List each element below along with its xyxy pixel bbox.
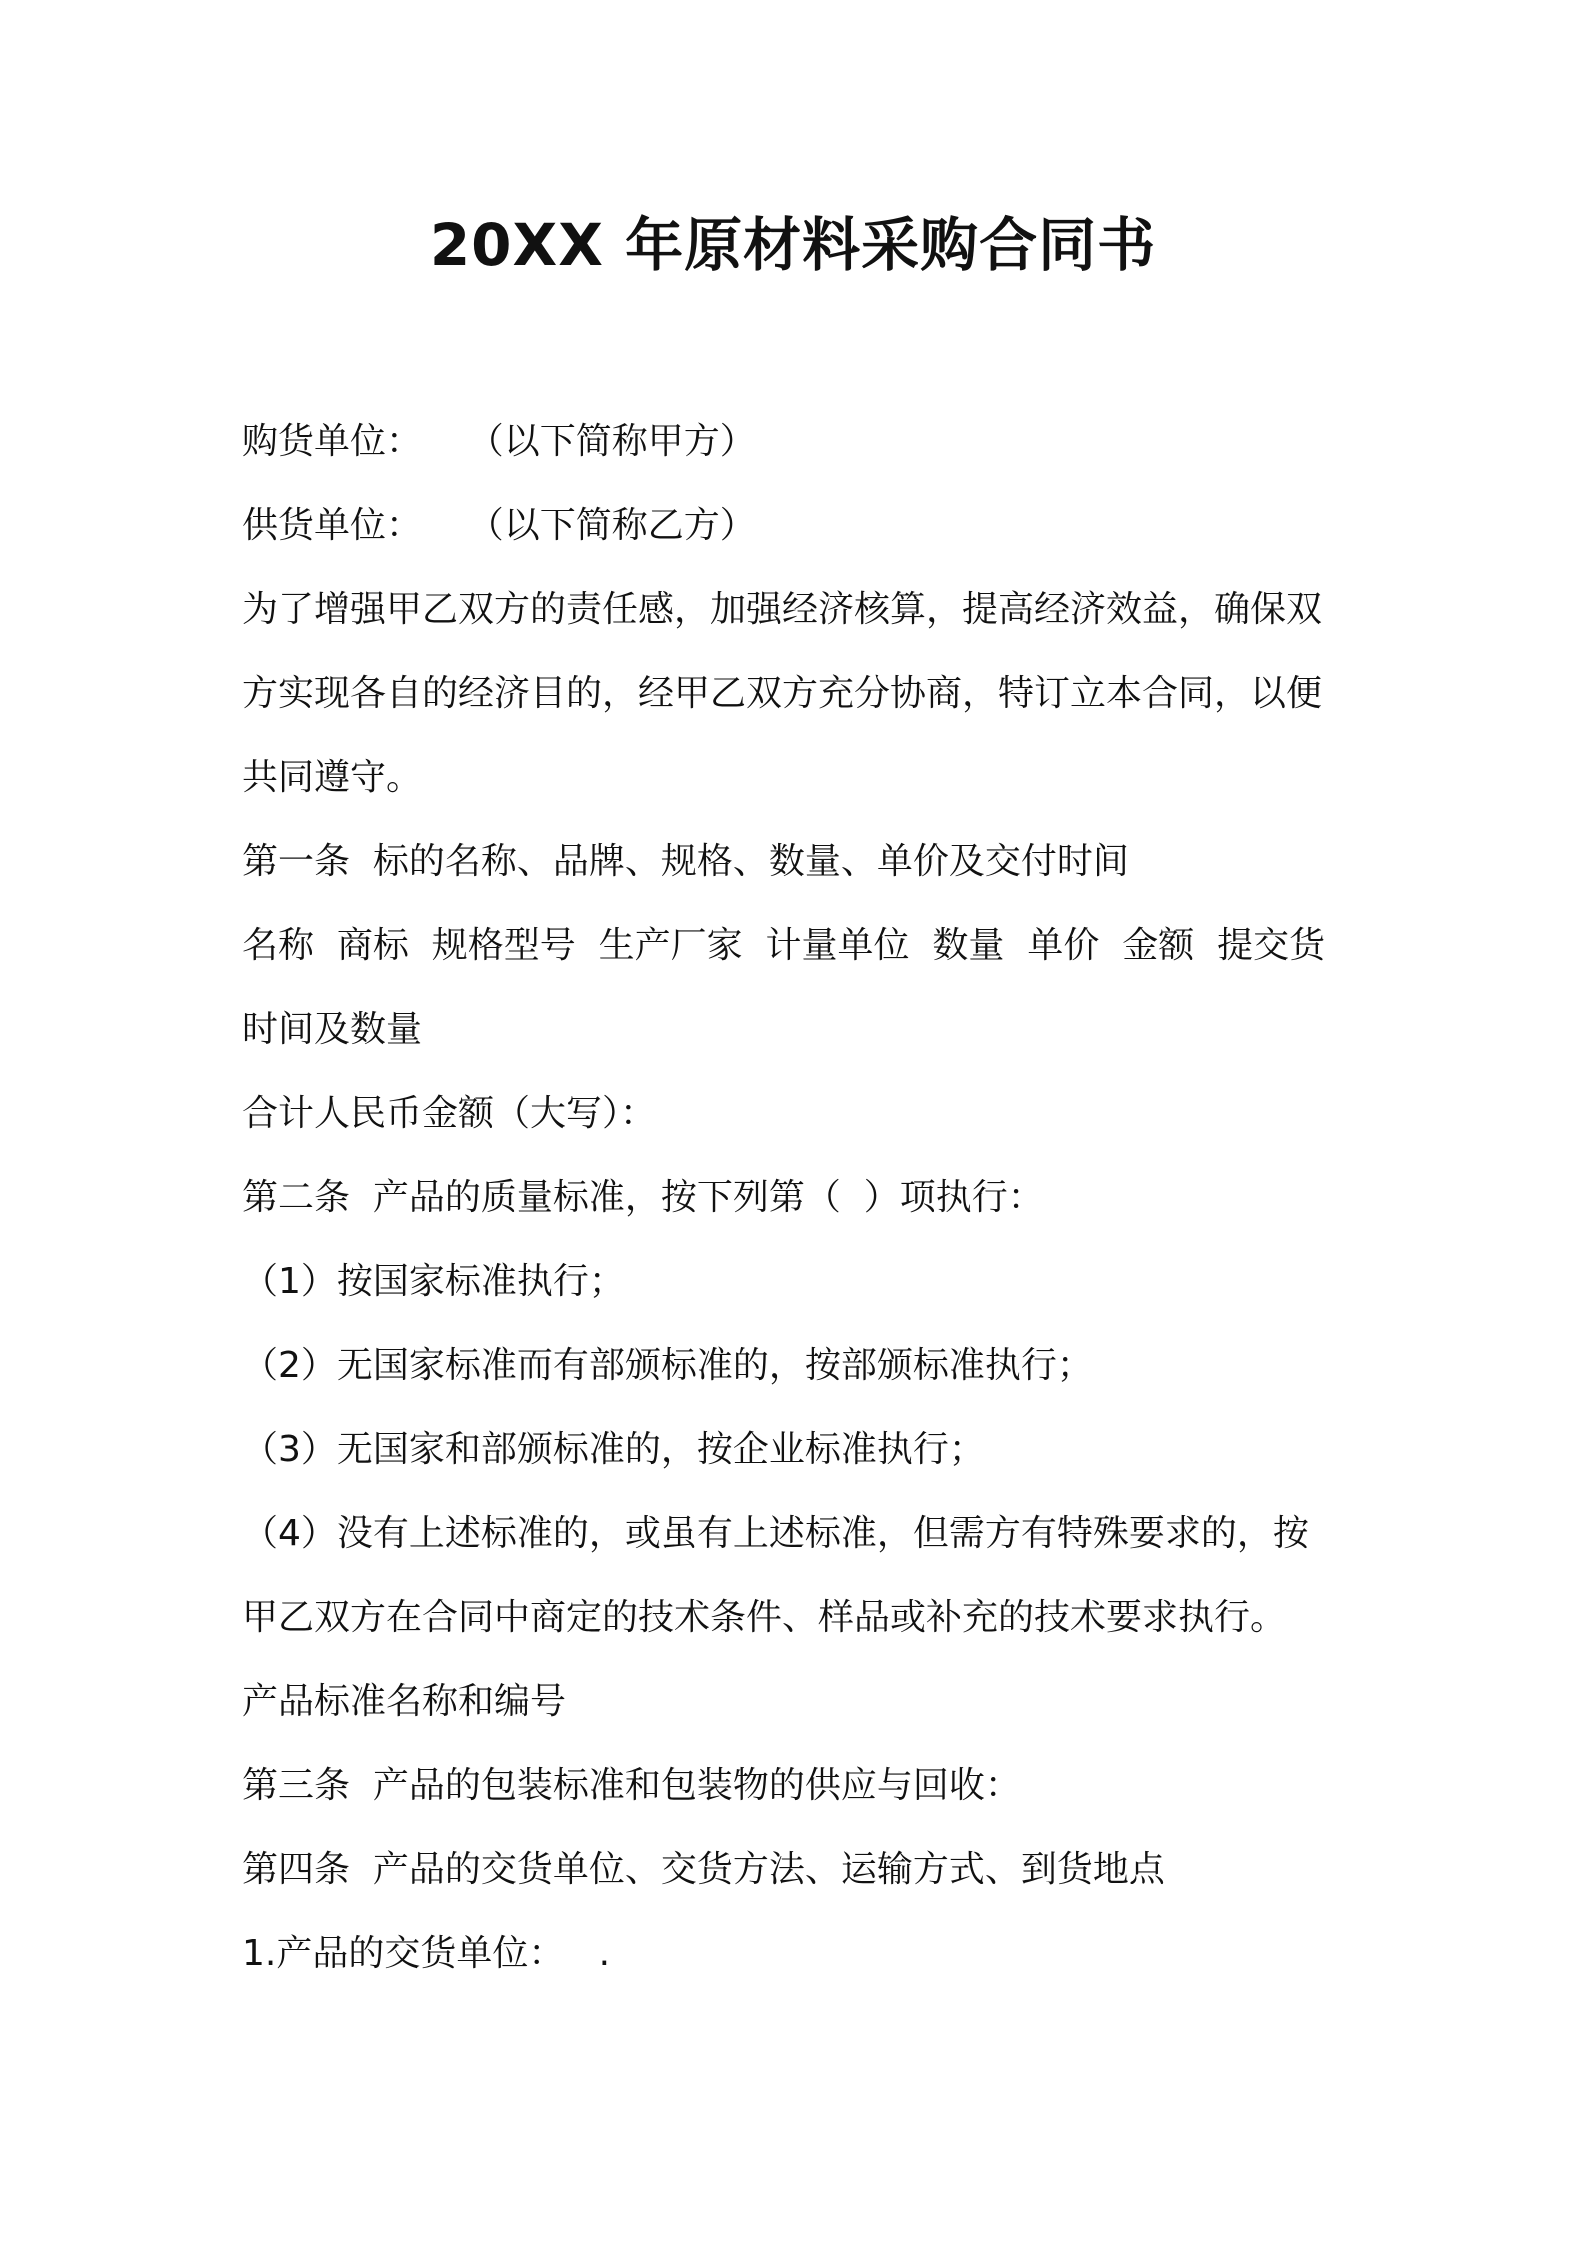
article-1-heading: 第一条 标的名称、品牌、规格、数量、单价及交付时间 [242,841,1129,882]
document-body [242,400,1362,1996]
article-2-item-3: （3）无国家和部颁标准的，按企业标准执行； [242,1429,985,1470]
article-2-item-2: （2）无国家标准而有部颁标准的，按部颁标准执行； [242,1345,1093,1386]
delivery-unit-line: 1.产品的交货单位： . [242,1933,611,1974]
preamble-line-2: 方实现各自的经济目的，经甲乙双方充分协商，特订立本合同，以便 [242,673,1323,714]
total-amount-line: 合计人民币金额（大写）： [242,1093,657,1134]
preamble-line-3: 共同遵守。 [242,757,423,798]
document-title: 20XX 年原材料采购合同书 [429,211,1157,279]
article-4-heading: 第四条 产品的交货单位、交货方法、运输方式、到货地点 [242,1849,1165,1890]
supplier-line: 供货单位： （以下简称乙方） [242,505,756,546]
article-1-columns-line-2: 时间及数量 [242,1009,423,1050]
article-1-columns-line-1: 名称 商标 规格型号 生产厂家 计量单位 数量 单价 金额 提交货 [242,925,1326,966]
article-2-item-4-line-1: （4）没有上述标准的，或虽有上述标准，但需方有特殊要求的，按 [242,1513,1309,1554]
article-2-heading: 第二条 产品的质量标准，按下列第（ ）项执行： [242,1177,1044,1218]
article-2-item-1: （1）按国家标准执行； [242,1261,625,1302]
article-3-heading: 第三条 产品的包装标准和包装物的供应与回收： [242,1765,1021,1806]
product-standard-line: 产品标准名称和编号 [242,1681,567,1722]
preamble-line-1: 为了增强甲乙双方的责任感，加强经济核算，提高经济效益，确保双 [242,589,1323,630]
article-2-item-4-line-2: 甲乙双方在合同中商定的技术条件、样品或补充的技术要求执行。 [242,1597,1287,1638]
purchaser-line: 购货单位： （以下简称甲方） [242,421,756,462]
